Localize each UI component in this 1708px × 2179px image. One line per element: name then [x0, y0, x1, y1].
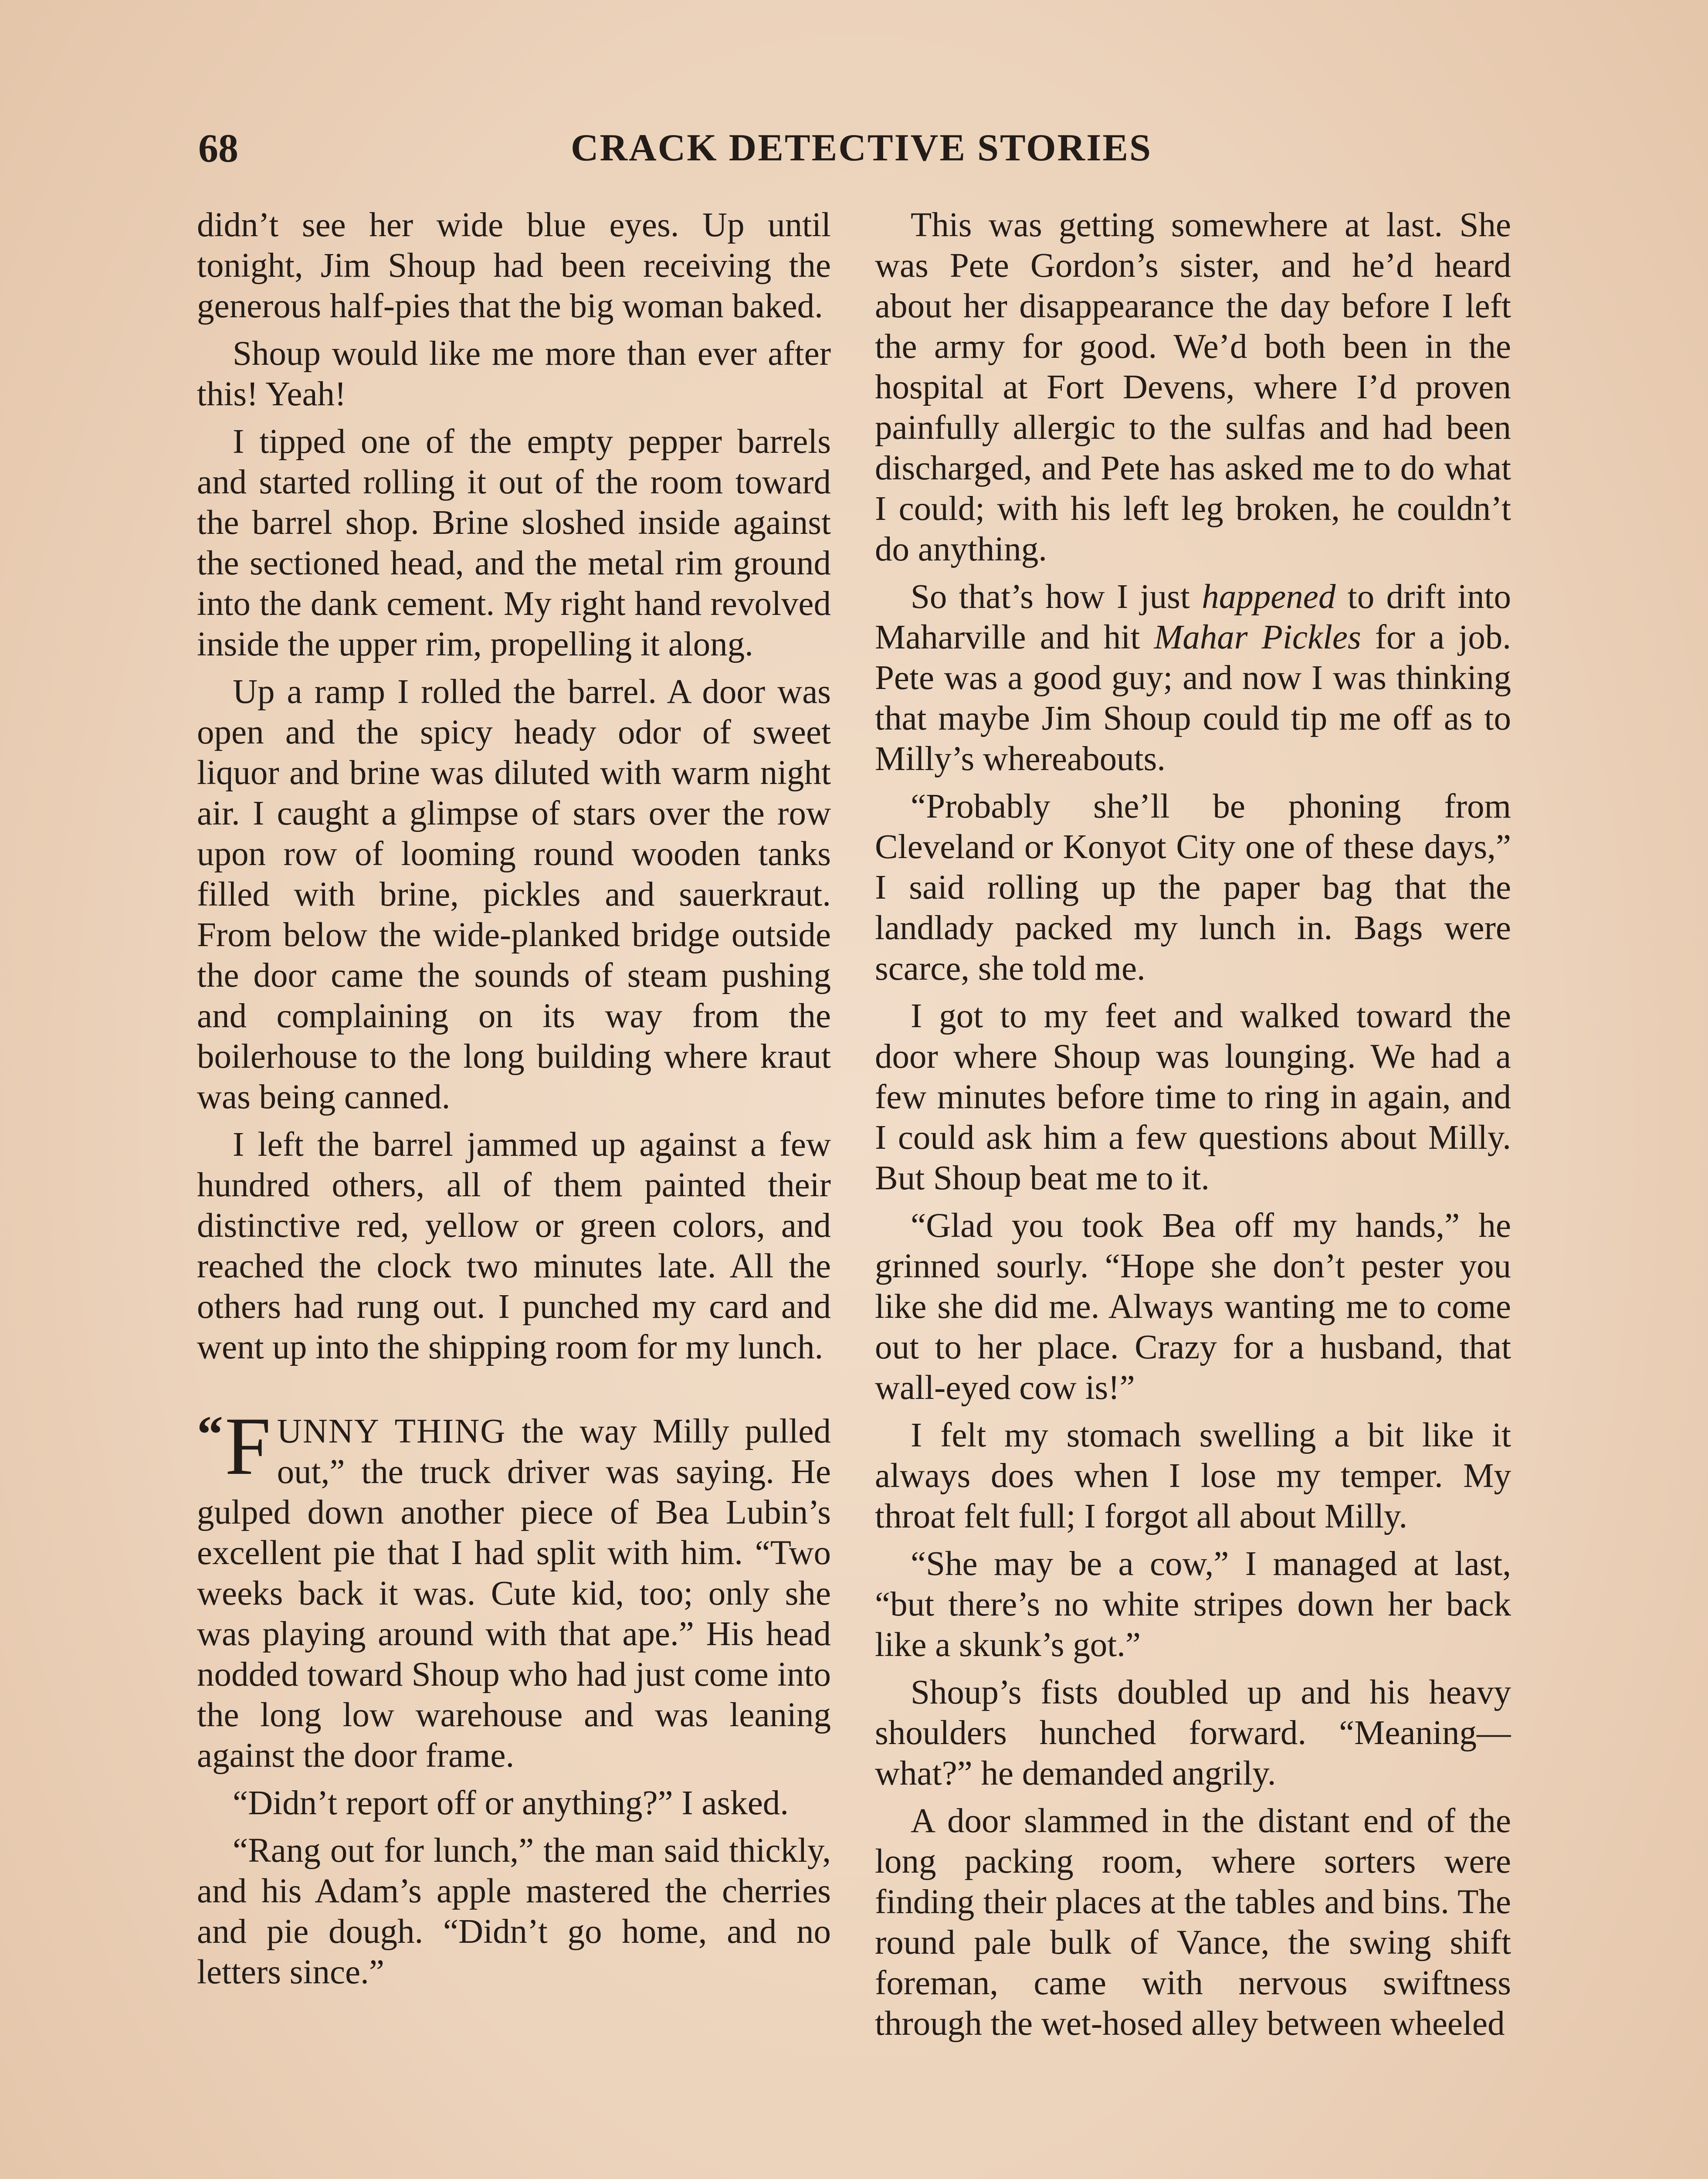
- paragraph: Up a ramp I rolled the barrel. A door was open and the spicy heady odor of sweet liquor and brine was diluted with warm night air. I caught a glimpse of stars over the row upon row of looming round wooden tanks filled with brine, pickles and sauerkraut. From below the wide-planked bridge outside the door came the sounds of steam pushing and complaining on its way from the boilerhouse to the long building where kraut was being canned.: [197, 673, 831, 1116]
- page-header: [0, 115, 1708, 181]
- paragraph-text: for a job. Pete was a good guy; and now I was thinking that maybe Jim Shoup could tip me off as to Milly’s whereabouts.: [875, 618, 1511, 778]
- section-opening-paragraph: [197, 1401, 831, 1776]
- paragraph: I felt my stomach swelling a bit like it always does when I lose my temper. My throat felt full; I forgot all about Milly.: [875, 1416, 1511, 1535]
- paragraph: This was getting somewhere at last. She was Pete Gordon’s sister, and he’d heard about her disappearance the day before I left the army for good. We’d both been in the hospital at Fort Devens, where I’d proven painfully allergic to the sulfas and had been discharged, and Pete has asked me to do what I could; with his left leg broken, he couldn’t do anything.: [875, 206, 1511, 568]
- paragraph-text: So that’s how I just: [911, 578, 1202, 616]
- dropcap-quote: “: [197, 1405, 223, 1463]
- paragraph: Shoup’s fists doubled up and his heavy shoulders hunched forward. “Meaning—what?” he demanded angrily.: [875, 1673, 1511, 1792]
- paragraph: A door slammed in the distant end of the long packing room, where sorters were finding their places at the tables and bins. The round pale bulk of Vance, the swing shift foreman, came with nervous swiftness through the wet-hosed alley between wheeled: [875, 1802, 1511, 2043]
- running-head: CRACK DETECTIVE STORIES: [571, 127, 1152, 169]
- paragraph: [875, 577, 1511, 779]
- italic-text: happened: [1202, 578, 1336, 616]
- paragraph: “Didn’t report off or anything?” I asked.: [233, 1784, 789, 1822]
- paragraph: I left the barrel jammed up against a few hundred others, all of them painted their distinctive red, yellow or green colors, and reached the clock two minutes late. All the others had rung out. I punched my card and went up into the shipping room for my lunch.: [197, 1126, 831, 1366]
- paragraph: “Probably she’ll be phoning from Cleveland or Konyot City one of these days,” I said rolling up the paper bag that the landlady packed my lunch in. Bags were scarce, she told me.: [875, 787, 1511, 988]
- paragraph: didn’t see her wide blue eyes. Up until tonight, Jim Shoup had been receiving the generous half-pies that the big woman baked.: [197, 206, 831, 325]
- paragraph: I got to my feet and walked toward the door where Shoup was lounging. We had a few minutes before time to ring in again, and I could ask him a few questions about Milly. But Shoup beat me to it.: [875, 997, 1511, 1197]
- paragraph: “Rang out for lunch,” the man said thickly, and his Adam’s apple mastered the cherries and pie dough. “Didn’t go home, and no letters since.”: [197, 1832, 831, 1991]
- dropcap-letter: F: [225, 1401, 271, 1492]
- left-column: [197, 205, 831, 2179]
- paragraph: “Glad you took Bea off my hands,” he grinned sourly. “Hope she don’t pester you like she did me. Always wanting me to come out to her place. Crazy for a husband, that wall-eyed cow is!”: [875, 1207, 1511, 1407]
- lead-in-smallcaps: UNNY THING: [277, 1412, 506, 1450]
- paragraph: “She may be a cow,” I managed at last, “but there’s no white stripes down her back like a skunk’s got.”: [875, 1545, 1511, 1664]
- paragraph: I tipped one of the empty pepper barrels and started rolling it out of the room toward the barrel shop. Brine sloshed inside against the sectioned head, and the metal rim ground into the dank cement. My right hand revolved inside the upper rim, propelling it along.: [197, 423, 831, 663]
- paragraph: Shoup would like me more than ever after this! Yeah!: [197, 335, 831, 413]
- italic-text: Mahar Pickles: [1154, 618, 1361, 656]
- paragraph-text: the way Milly pulled out,” the truck driver was saying. He gulped down another piece of Bea Lubin’s excellent pie that I had split with him. “Two weeks back it was. Cute kid, too; only she was playing around with that ape.” His head nodded toward Shoup who had just come into the long low warehouse and was leaning against the door frame.: [197, 1412, 831, 1775]
- page-number: 68: [198, 126, 238, 170]
- right-column: [875, 205, 1511, 2179]
- paragraph-text: to drift into Maharville and hit: [875, 578, 1511, 656]
